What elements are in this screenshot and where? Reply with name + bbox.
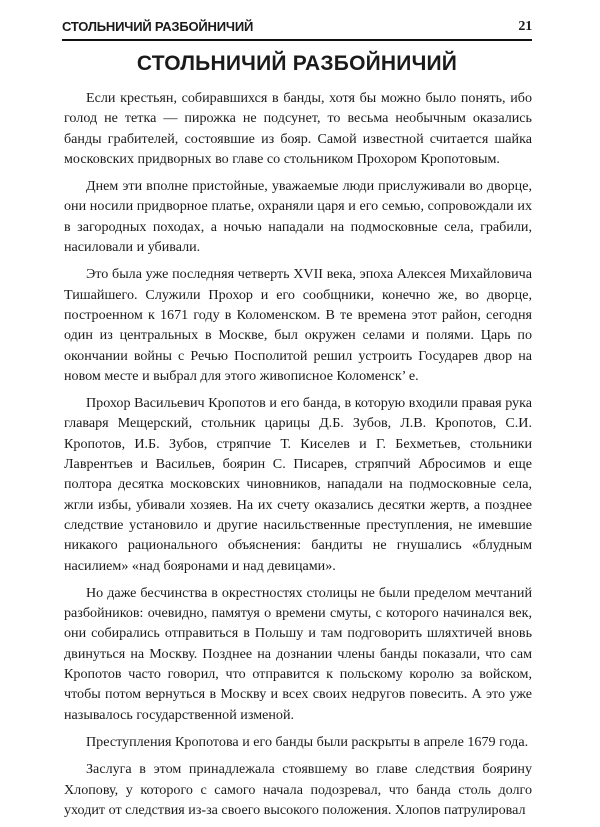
paragraph: Это была уже последняя четверть XVII века, эпоха Алексея Михайловича Тишайшего. Служили Прохор и его сообщники, конечно же, во дворце, построенном к 1671 году в Коломенском. В те времена этот район, сегодня один из центральных в Москве, был окружен селами и полями. Царь по окончании войны с Речью Посполитой решил устроить Государев двор на новом месте и выбрал для этого живописное Коломенск’ е. bbox=[64, 266, 532, 384]
paragraph: Заслуга в этом принадлежала стоявшему во главе следствия боярину Хлопову, у которого с самого начала подозревал, что банда столь долго уходит от следствия из-за своего высокого положения. Хлопов патрулировал bbox=[64, 761, 532, 818]
paragraph: Если крестьян, собиравшихся в банды, хотя бы можно было понять, ибо голод не тетка — пирожка не подсунет, то весьма необычным оказались банды грабителей, состоявшие из бояр. Самой известной считается шайка московских придворных во главе со стольником Прохором Кропотовым. bbox=[64, 90, 532, 167]
paragraph: Днем эти вполне пристойные, уважаемые люди прислуживали во дворце, они носили придворное платье, охраняли царя и его семью, сопровождали их в загородных походах, а ночью нападали на подмосковные села, грабили, насиловали и убивали. bbox=[64, 178, 532, 256]
paragraph: Преступления Кропотова и его банды были раскрыты в апреле 1679 года. bbox=[86, 733, 529, 750]
chapter-title: СТОЛЬНИЧИЙ РАЗБОЙНИЧИЙ bbox=[136, 52, 458, 75]
paragraph: Но даже бесчинства в окрестностях столицы не были пределом мечтаний разбойников: очевидно, памятуя о времени смуты, с которого начинался век, они собирались отправиться в Польшу и там подговорить шляхтичей вновь двинуться на Москву. Позднее на дознании члены банды показали, что сам Кропотов часто говорил, что отправится к польскому королю за войском, чтобы потом вернуться в Москву и всех своих недругов повесить. А это уже называлось государственной изменой. bbox=[64, 584, 532, 723]
running-head bbox=[62, 19, 532, 41]
running-title: СТОЛЬНИЧИЙ РАЗБОЙНИЧИЙ bbox=[62, 19, 254, 34]
paragraph: Прохор Васильевич Кропотов и его банда, в которую входили правая рука главаря Мещерский, стольник царицы Д.Б. Зубов, Л.В. Кропотов, С.И. Кропотов, И.Б. Зубов, стряпчие Т. Киселев и Г. Бехметьев, стольники Лаврентьев и Васильев, боярин С. Писарев, стряпчий Абросимов и еще полтора десятка московских чиновников, нападали на подмосковные села, жгли избы, убивали хозяев. На их счету оказались десятки жертв, а позднее следствие установило и другие насильственные преступления, не имевшие никакого рационального объяснения: бандиты не гнушались «блудным насилием» «над бояронами и над девицами». bbox=[64, 395, 532, 574]
body-text bbox=[64, 88, 532, 827]
page-number: 21 bbox=[518, 19, 532, 34]
